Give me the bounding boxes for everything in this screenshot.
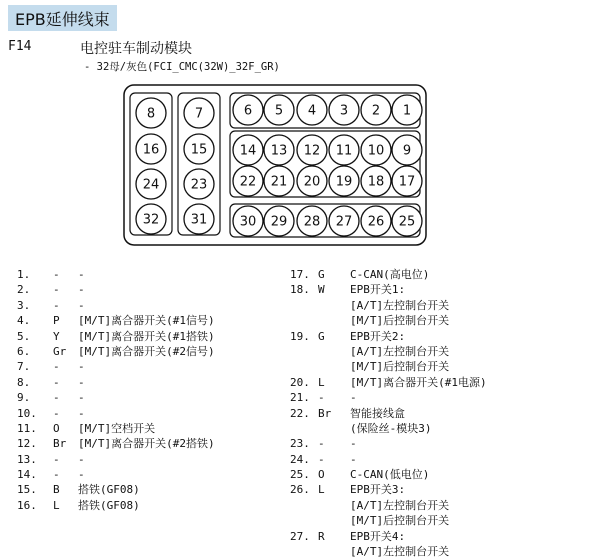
pin-16-label: 16 bbox=[142, 142, 160, 158]
wire-color bbox=[318, 298, 350, 313]
pin-number: 3. bbox=[17, 298, 31, 312]
pin-number: 15. bbox=[17, 483, 37, 497]
connector-diagram bbox=[123, 84, 427, 246]
pin-description: - bbox=[350, 391, 357, 405]
wire-color: G bbox=[318, 329, 325, 343]
pin-list-row bbox=[290, 436, 487, 451]
wire-color bbox=[318, 344, 350, 359]
pin-list-row bbox=[17, 359, 215, 374]
pin-list-row bbox=[17, 482, 215, 497]
pin-number: 13. bbox=[17, 452, 37, 466]
wire-color: L bbox=[53, 498, 60, 512]
pin-description: [M/T]后控制台开关 bbox=[350, 314, 450, 328]
pin-list-row bbox=[17, 375, 215, 390]
wire-color: L bbox=[318, 375, 325, 389]
pin-number: 27. bbox=[290, 529, 310, 543]
pin-list-row bbox=[290, 267, 487, 282]
pin-list-row bbox=[290, 359, 487, 374]
wire-color bbox=[318, 498, 350, 513]
pin-9-label: 9 bbox=[402, 143, 412, 159]
pin-description: - bbox=[78, 391, 85, 405]
pin-17-label: 17 bbox=[398, 174, 416, 190]
page-title bbox=[8, 5, 117, 31]
pin-11-label: 11 bbox=[335, 143, 353, 159]
pin-number: 8. bbox=[17, 375, 31, 389]
wire-color: - bbox=[318, 391, 325, 405]
pin-number: 23. bbox=[290, 437, 310, 451]
pin-description: - bbox=[78, 406, 85, 420]
pin-22-label: 22 bbox=[239, 174, 257, 190]
pin-description: [M/T]离合器开关(#2信号) bbox=[78, 344, 215, 358]
pin-number: 20. bbox=[290, 375, 310, 389]
pin-number bbox=[290, 421, 318, 436]
pin-number: 4. bbox=[17, 314, 31, 328]
pin-28-label: 28 bbox=[303, 214, 321, 230]
pin-number: 24. bbox=[290, 452, 310, 466]
wire-color: O bbox=[53, 421, 60, 435]
wire-color: Br bbox=[53, 437, 67, 451]
pin-number: 18. bbox=[290, 283, 310, 297]
pin-list-row bbox=[17, 421, 215, 436]
pin-description: 搭铁(GF08) bbox=[78, 498, 140, 512]
wire-color: - bbox=[53, 283, 60, 297]
pin-list-row bbox=[17, 390, 215, 405]
pin-number: 5. bbox=[17, 329, 31, 343]
pin-list-row bbox=[290, 482, 487, 497]
pin-5-label: 5 bbox=[274, 103, 284, 119]
wire-color: O bbox=[318, 468, 325, 482]
pin-description: - bbox=[350, 437, 357, 451]
pin-number: 1. bbox=[17, 268, 31, 281]
pin-list-row bbox=[290, 313, 487, 328]
pin-description: - bbox=[78, 360, 85, 374]
pin-description: - bbox=[78, 452, 85, 466]
pin-number bbox=[290, 313, 318, 328]
pin-number: 21. bbox=[290, 391, 310, 405]
wire-color: - bbox=[318, 452, 325, 466]
pin-number: 2. bbox=[17, 283, 31, 297]
pin-description: [A/T]左控制台开关 bbox=[350, 498, 450, 512]
pin-list-row bbox=[17, 282, 215, 297]
pin-3-label: 3 bbox=[339, 103, 349, 119]
pin-list-row bbox=[290, 329, 487, 344]
pin-description: 智能接线盒 bbox=[350, 406, 405, 420]
pin-list-left bbox=[17, 267, 215, 513]
pin-list-right bbox=[290, 267, 487, 559]
pin-list-row bbox=[290, 390, 487, 405]
pin-1-label: 1 bbox=[402, 103, 412, 119]
connector-name: 电控驻车制动模块 bbox=[80, 41, 192, 57]
pin-description: EPB开关2: bbox=[350, 329, 406, 343]
pin-4-label: 4 bbox=[307, 103, 317, 119]
pin-list-row bbox=[17, 452, 215, 467]
pin-list-row bbox=[17, 498, 215, 513]
pin-12-label: 12 bbox=[303, 143, 321, 159]
pin-list-row bbox=[290, 298, 487, 313]
pin-number: 26. bbox=[290, 483, 310, 497]
pin-description: [M/T]离合器开关(#2搭铁) bbox=[78, 437, 215, 451]
pin-list-row bbox=[290, 498, 487, 513]
pin-number bbox=[290, 513, 318, 528]
pin-list-row bbox=[290, 282, 487, 297]
wire-color: - bbox=[53, 268, 60, 281]
pin-description: [M/T]后控制台开关 bbox=[350, 514, 450, 528]
wire-color bbox=[318, 313, 350, 328]
page-title-text: EPB延伸线束 bbox=[15, 9, 110, 29]
pin-list-row bbox=[290, 513, 487, 528]
wire-color: - bbox=[53, 468, 60, 482]
wire-color bbox=[318, 513, 350, 528]
wire-color: P bbox=[53, 314, 60, 328]
pin-number bbox=[290, 498, 318, 513]
pin-description: - bbox=[78, 375, 85, 389]
pin-number: 16. bbox=[17, 498, 37, 512]
pin-number: 25. bbox=[290, 468, 310, 482]
pin-number bbox=[290, 359, 318, 374]
wire-color: L bbox=[318, 483, 325, 497]
pin-number bbox=[290, 544, 318, 559]
wire-color: - bbox=[53, 452, 60, 466]
pin-30-label: 30 bbox=[239, 214, 257, 230]
pin-number: 22. bbox=[290, 406, 310, 420]
pin-2-label: 2 bbox=[371, 103, 381, 119]
pin-description: [M/T]离合器开关(#1信号) bbox=[78, 314, 215, 328]
pin-24-label: 24 bbox=[142, 177, 160, 193]
pin-number: 11. bbox=[17, 421, 37, 435]
pin-number: 7. bbox=[17, 360, 31, 374]
pin-number: 10. bbox=[17, 406, 37, 420]
pin-list-row bbox=[290, 452, 487, 467]
pin-23-label: 23 bbox=[190, 177, 208, 193]
wire-color: Y bbox=[53, 329, 60, 343]
wire-color: - bbox=[53, 298, 60, 312]
wire-color: - bbox=[53, 360, 60, 374]
pin-description: [M/T]空档开关 bbox=[78, 421, 156, 435]
pin-description: [M/T]离合器开关(#1搭铁) bbox=[78, 329, 215, 343]
pin-list-row bbox=[290, 421, 487, 436]
pin-list-row bbox=[290, 544, 487, 559]
wire-color: B bbox=[53, 483, 60, 497]
pin-21-label: 21 bbox=[270, 174, 288, 190]
pin-number: 14. bbox=[17, 468, 37, 482]
pin-description: [A/T]左控制台开关 bbox=[350, 344, 450, 358]
pin-number: 19. bbox=[290, 329, 310, 343]
pin-list-row bbox=[290, 344, 487, 359]
pin-list-row bbox=[17, 436, 215, 451]
pin-description: (保险丝-模块3) bbox=[350, 421, 432, 435]
pin-6-label: 6 bbox=[243, 103, 253, 119]
wire-color: W bbox=[318, 283, 325, 297]
pin-description: - bbox=[78, 468, 85, 482]
pin-list-row bbox=[17, 344, 215, 359]
pin-list-row bbox=[290, 467, 487, 482]
pin-number: 12. bbox=[17, 437, 37, 451]
pin-description: EPB开关1: bbox=[350, 283, 406, 297]
pin-20-label: 20 bbox=[303, 174, 321, 190]
wire-color: R bbox=[318, 529, 325, 543]
pin-description: C-CAN(低电位) bbox=[350, 468, 430, 482]
pin-18-label: 18 bbox=[367, 174, 385, 190]
pin-description: - bbox=[350, 452, 357, 466]
pin-description: [M/T]离合器开关(#1电源) bbox=[350, 375, 487, 389]
pin-description: 搭铁(GF08) bbox=[78, 483, 140, 497]
pin-29-label: 29 bbox=[270, 214, 288, 230]
pin-13-label: 13 bbox=[270, 143, 288, 159]
pin-list-row bbox=[290, 375, 487, 390]
pin-number bbox=[290, 298, 318, 313]
pin-25-label: 25 bbox=[398, 214, 416, 230]
pin-list-row bbox=[290, 529, 487, 544]
pin-description: EPB开关4: bbox=[350, 529, 406, 543]
wire-color: - bbox=[53, 406, 60, 420]
pin-description: EPB开关3: bbox=[350, 483, 406, 497]
pin-list-row bbox=[17, 467, 215, 482]
connector-code: F14 bbox=[8, 39, 32, 54]
wire-color: G bbox=[318, 268, 325, 281]
wire-color bbox=[318, 544, 350, 559]
pin-description: [M/T]后控制台开关 bbox=[350, 360, 450, 374]
pin-number: 17. bbox=[290, 268, 310, 281]
pin-list-row bbox=[17, 406, 215, 421]
wire-color: Gr bbox=[53, 344, 67, 358]
pin-14-label: 14 bbox=[239, 143, 257, 159]
connector-spec: - 32母/灰色(FCI_CMC(32W)_32F_GR) bbox=[84, 61, 280, 73]
wire-color bbox=[318, 421, 350, 436]
pin-description: - bbox=[78, 268, 85, 281]
pin-list-row bbox=[17, 298, 215, 313]
pin-number: 9. bbox=[17, 391, 31, 405]
wire-color: - bbox=[318, 437, 325, 451]
pin-list-row bbox=[17, 329, 215, 344]
pin-32-label: 32 bbox=[142, 212, 160, 228]
wire-color: Br bbox=[318, 406, 332, 420]
wire-color bbox=[318, 359, 350, 374]
wire-color: - bbox=[53, 391, 60, 405]
pin-8-label: 8 bbox=[146, 106, 156, 122]
pin-7-label: 7 bbox=[194, 106, 204, 122]
pin-10-label: 10 bbox=[367, 143, 385, 159]
pin-27-label: 27 bbox=[335, 214, 353, 230]
pin-description: [A/T]左控制台开关 bbox=[350, 545, 450, 559]
pin-list-row bbox=[17, 267, 215, 282]
pin-description: C-CAN(高电位) bbox=[350, 268, 430, 281]
pin-description: [A/T]左控制台开关 bbox=[350, 298, 450, 312]
pin-number: 6. bbox=[17, 344, 31, 358]
pin-list-row bbox=[17, 313, 215, 328]
pin-description: - bbox=[78, 298, 85, 312]
pin-19-label: 19 bbox=[335, 174, 353, 190]
pin-number bbox=[290, 344, 318, 359]
pin-15-label: 15 bbox=[190, 142, 208, 158]
pin-list-row bbox=[290, 406, 487, 421]
wire-color: - bbox=[53, 375, 60, 389]
pin-31-label: 31 bbox=[190, 212, 208, 228]
pin-description: - bbox=[78, 283, 85, 297]
pin-26-label: 26 bbox=[367, 214, 385, 230]
